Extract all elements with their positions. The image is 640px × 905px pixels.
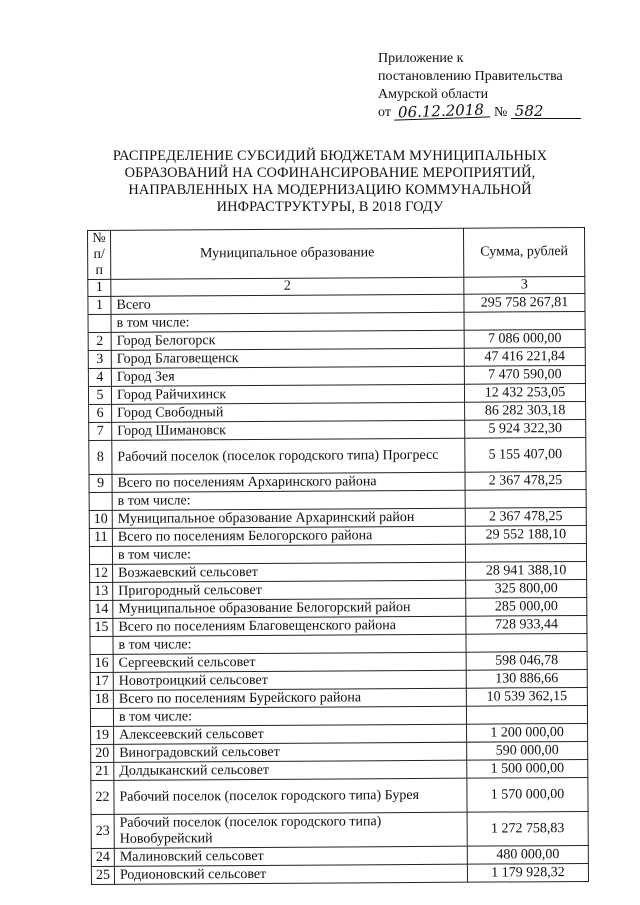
row-sum: 47 416 221,84 [464, 347, 585, 366]
row-name: Пригородный сельсовет [113, 580, 466, 600]
row-name: Город Райчихинск [111, 384, 464, 404]
row-name: Рабочий поселок (поселок городского типа) Прогресс [112, 438, 465, 474]
row-num: 6 [89, 404, 112, 422]
row-num [89, 546, 112, 564]
row-name: Рабочий поселок (поселок городского типа) Бурея [114, 778, 467, 814]
number-label: № [493, 105, 508, 120]
row-name: в том числе: [113, 706, 466, 726]
header-sum: Сумма, рублей [463, 227, 584, 277]
row-num: 3 [88, 350, 111, 368]
row-name: Малиновский сельсовет [114, 846, 467, 866]
row-name: Виноградовский сельсовет [114, 742, 467, 762]
row-sum: 7 470 590,00 [464, 365, 585, 384]
row-name: в том числе: [112, 544, 465, 564]
row-num: 22 [91, 780, 114, 814]
row-num: 2 [88, 332, 111, 350]
row-num: 21 [91, 762, 114, 780]
row-sum: 295 758 267,81 [464, 293, 585, 312]
row-sum: 285 000,00 [466, 597, 587, 616]
row-name: Всего по поселениям Белогорского района [112, 526, 465, 546]
row-name: Всего [111, 294, 464, 314]
index-sum: 3 [464, 276, 585, 294]
row-name: Всего по поселениям Благовещенского района [113, 616, 466, 636]
row-sum: 86 282 303,18 [465, 401, 586, 420]
row-name: Всего по поселениям Бурейского района [113, 688, 466, 708]
index-num: 1 [88, 279, 111, 296]
row-name: Алексеевский сельсовет [114, 724, 467, 744]
row-sum: 1 500 000,00 [467, 759, 588, 778]
row-name: в том числе: [113, 634, 466, 654]
row-sum: 480 000,00 [467, 845, 588, 864]
header-num: № п/п [88, 230, 111, 279]
row-num: 19 [91, 726, 114, 744]
row-name: Всего по поселениям Архаринского района [112, 472, 465, 492]
row-num: 1 [88, 296, 111, 314]
row-name: Новотроицкий сельсовет [113, 670, 466, 690]
index-name: 2 [111, 277, 464, 296]
row-num [90, 708, 113, 726]
row-name: Родионовский сельсовет [114, 864, 467, 884]
row-name: в том числе: [111, 312, 464, 332]
row-num: 5 [88, 386, 111, 404]
appendix-block [378, 50, 581, 122]
row-num: 11 [89, 528, 112, 546]
row-num: 17 [90, 672, 113, 690]
row-sum [465, 543, 586, 562]
row-name: Сергеевский сельсовет [113, 652, 466, 672]
row-sum: 7 086 000,00 [464, 329, 585, 348]
row-sum: 1 200 000,00 [467, 723, 588, 742]
row-num: 15 [90, 618, 113, 636]
row-num [88, 314, 111, 332]
row-sum [465, 489, 586, 508]
row-num: 16 [90, 654, 113, 672]
row-name: Долдыканский сельсовет [114, 760, 467, 780]
row-num: 23 [91, 814, 114, 848]
row-sum [464, 311, 585, 330]
document-title: РАСПРЕДЕЛЕНИЕ СУБСИДИЙ БЮДЖЕТАМ МУНИЦИПАЛЬНЫХ ОБРАЗОВАНИЙ НА СОФИНАНСИРОВАНИЕ МЕРОПРИЯТИЙ, НАПРАВЛЕННЫХ НА МОДЕРНИЗАЦИЮ КОММУНАЛЬНОЙ ИНФРАСТРУКТУРЫ, В 2018 ГОДУ [112, 148, 548, 215]
row-name: Город Свободный [112, 402, 465, 422]
row-sum: 10 539 362,15 [466, 687, 587, 706]
appendix-line-3: Амурской области [378, 87, 489, 102]
row-sum: 28 941 388,10 [466, 561, 587, 580]
row-num [90, 636, 113, 654]
row-num: 13 [90, 582, 113, 600]
row-name: Город Благовещенск [111, 348, 464, 368]
table-row [91, 811, 588, 848]
row-name: Город Зея [111, 366, 464, 386]
row-num: 7 [89, 422, 112, 440]
row-num: 14 [90, 600, 113, 618]
appendix-date-line [378, 100, 581, 122]
row-name: в том числе: [112, 490, 465, 510]
row-sum [466, 633, 587, 652]
appendix-line-1: Приложение к [378, 51, 464, 66]
row-sum: 2 367 478,25 [465, 471, 586, 490]
table-header-row [88, 227, 585, 279]
table-body [88, 276, 589, 884]
table-row [89, 437, 586, 474]
row-sum: 2 367 478,25 [465, 507, 586, 526]
row-sum: 29 552 188,10 [465, 525, 586, 544]
row-sum [466, 705, 587, 724]
row-sum: 1 272 758,83 [467, 811, 588, 846]
header-name: Муниципальное образование [111, 228, 464, 279]
from-label: от [378, 105, 391, 120]
row-num: 20 [91, 744, 114, 762]
row-num: 18 [90, 690, 113, 708]
row-name: Возжаевский сельсовет [113, 562, 466, 582]
row-num: 10 [89, 510, 112, 528]
row-num: 9 [89, 474, 112, 492]
row-num [89, 492, 112, 510]
row-name: Город Белогорск [111, 330, 464, 350]
handwritten-date: 06.12.2018 [394, 102, 490, 120]
row-name: Муниципальное образование Белогорский район [113, 598, 466, 618]
row-num: 8 [89, 440, 112, 474]
table-row [91, 777, 588, 814]
row-sum: 12 432 253,05 [464, 383, 585, 402]
row-sum: 1 570 000,00 [467, 777, 588, 812]
row-num: 4 [88, 368, 111, 386]
table-row [91, 863, 588, 884]
row-name: Город Шимановск [112, 420, 465, 440]
row-sum: 325 800,00 [466, 579, 587, 598]
row-num: 24 [91, 848, 114, 866]
subsidy-table [87, 227, 589, 885]
row-sum: 590 000,00 [467, 741, 588, 760]
row-sum: 130 886,66 [466, 669, 587, 688]
row-name: Рабочий поселок (поселок городского типа) Новобурейский [114, 812, 467, 848]
row-sum: 728 933,44 [466, 615, 587, 634]
row-num: 12 [90, 564, 113, 582]
row-sum: 598 046,78 [466, 651, 587, 670]
row-sum: 5 924 322,30 [465, 419, 586, 438]
row-sum: 1 179 928,32 [467, 863, 588, 882]
handwritten-number: 582 [511, 104, 581, 119]
appendix-line-2: постановлению Правительства [378, 69, 563, 84]
row-num: 25 [91, 866, 114, 884]
row-sum: 5 155 407,00 [465, 437, 586, 472]
row-name: Муниципальное образование Архаринский район [112, 508, 465, 528]
